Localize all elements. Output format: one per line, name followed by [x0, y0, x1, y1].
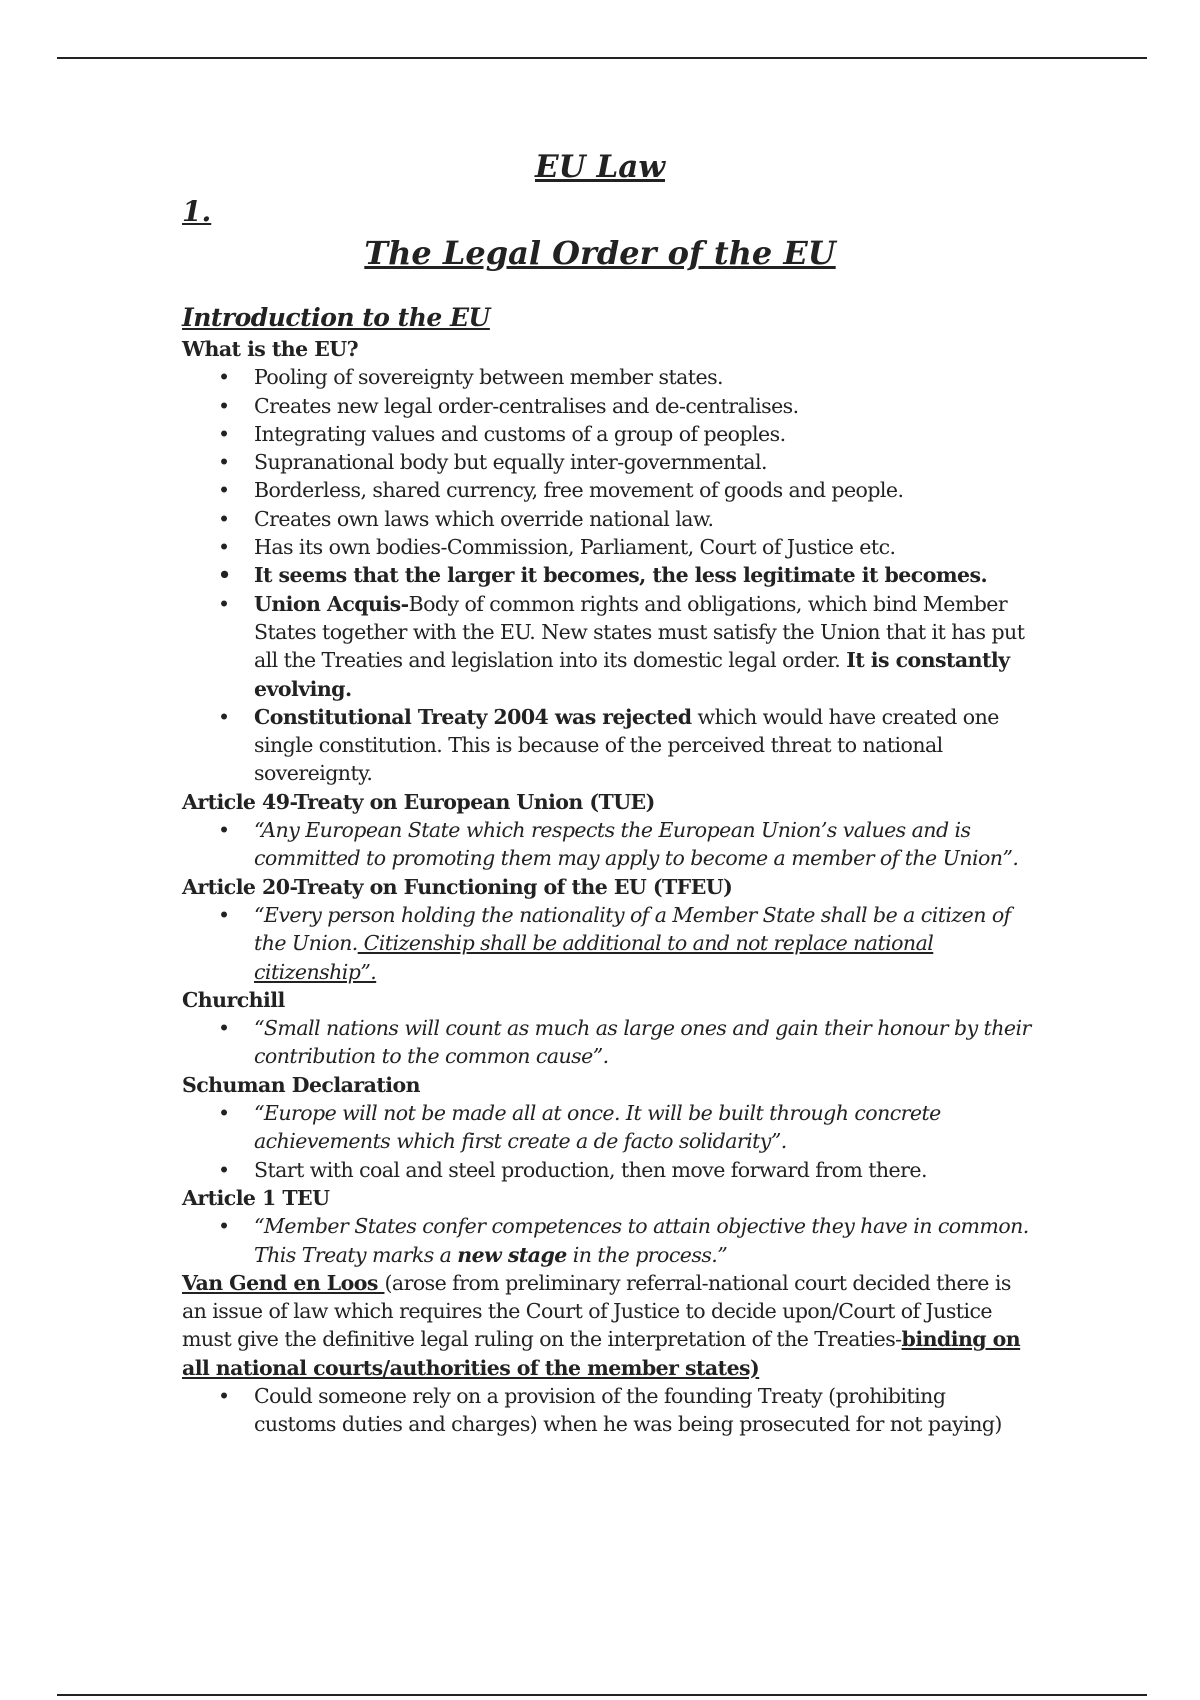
article-20-list	[182, 901, 1032, 986]
van-gend-label: Van Gend en Loos	[182, 1270, 385, 1295]
van-gend-list	[182, 1382, 1032, 1439]
constitutional-label: Constitutional Treaty 2004 was rejected	[254, 704, 692, 729]
list-item: • Start with coal and steel production, then move forward from there.	[182, 1156, 1032, 1184]
list-item: • “Europe will not be made all at once. It will be built through concrete achievements which first create a de facto solidarity”.	[182, 1099, 1032, 1156]
constitutional-text: which would have created one single constitution. This is because of the perceived threat to national sovereignty.	[254, 704, 999, 786]
document-body	[182, 301, 1032, 1439]
header-rule	[57, 57, 1147, 59]
churchill-list	[182, 1014, 1032, 1071]
section-heading-introduction: Introduction to the EU	[182, 303, 490, 332]
subheading-article-49: Article 49-Treaty on European Union (TUE)	[182, 789, 655, 814]
list-item: • Pooling of sovereignty between member states.	[182, 363, 1032, 391]
what-is-eu-list	[182, 363, 1032, 787]
list-item	[182, 1212, 1032, 1269]
art1-quote-b: in the process.”	[566, 1242, 728, 1267]
acquis-label: Union Acquis-	[254, 591, 409, 616]
list-item: • Creates own laws which override national law.	[182, 505, 1032, 533]
list-item: • Integrating values and customs of a group of peoples.	[182, 420, 1032, 448]
van-gend-text: (arose from preliminary referral-national court decided there is an issue of law which requires the Court of Justice to decide upon/Court of Justice must give the definitive legal ruling on the interpretation of the Treaties-	[182, 1270, 1011, 1352]
list-item: • It seems that the larger it becomes, the less legitimate it becomes.	[182, 561, 1032, 589]
list-item: • Borderless, shared currency, free movement of goods and people.	[182, 476, 1032, 504]
art20-quote-a: “Every person holding the nationality of a Member State shall be a citizen of the Union.	[254, 902, 1011, 956]
subheading-article-1: Article 1 TEU	[182, 1185, 330, 1210]
list-item	[182, 901, 1032, 986]
article-1-list	[182, 1212, 1032, 1269]
van-gend-paragraph	[182, 1269, 1032, 1382]
article-49-list	[182, 816, 1032, 873]
acquis-bold-end: It is constantly evolving.	[254, 648, 1010, 701]
subheading-churchill: Churchill	[182, 987, 285, 1012]
list-item: • “Small nations will count as much as large ones and gain their honour by their contribution to the common cause”.	[182, 1014, 1032, 1071]
chapter-title: The Legal Order of the EU	[364, 234, 836, 272]
document-title: EU Law	[534, 149, 666, 185]
list-item: • Supranational body but equally inter-governmental.	[182, 448, 1032, 476]
subheading-schuman: Schuman Declaration	[182, 1072, 420, 1097]
list-item: • Creates new legal order-centralises and de-centralises.	[182, 392, 1032, 420]
list-item-union-acquis	[182, 590, 1032, 703]
list-item: • Has its own bodies-Commission, Parliament, Court of Justice etc.	[182, 533, 1032, 561]
subheading-what-is-eu: What is the EU?	[182, 337, 359, 361]
list-item: • “Any European State which respects the European Union’s values and is committed to promoting them may apply to become a member of the Union”.	[182, 816, 1032, 873]
footer-rule	[57, 1694, 1147, 1696]
schuman-list	[182, 1099, 1032, 1184]
art20-quote-b: Citizenship shall be additional to and not replace national citizenship”.	[254, 931, 934, 984]
subheading-article-20: Article 20-Treaty on Functioning of the EU (TFEU)	[182, 874, 733, 899]
art1-quote-a: “Member States confer competences to attain objective they have in common. This Treaty marks a	[254, 1214, 1029, 1267]
art1-quote-bold: new stage	[457, 1242, 567, 1267]
chapter-number: 1.	[182, 195, 212, 228]
list-item: • Could someone rely on a provision of the founding Treaty (prohibiting customs duties and charges) when he was being prosecuted for not paying)	[182, 1382, 1032, 1439]
van-gend-bold: binding on all national courts/authorities of the member states)	[182, 1327, 1021, 1380]
acquis-text: Body of common rights and obligations, which bind Member States together with the EU. New states must satisfy the Union that it has put all the Treaties and legislation into its domestic legal order.	[254, 591, 1025, 673]
list-item-constitutional-treaty	[182, 703, 1032, 788]
